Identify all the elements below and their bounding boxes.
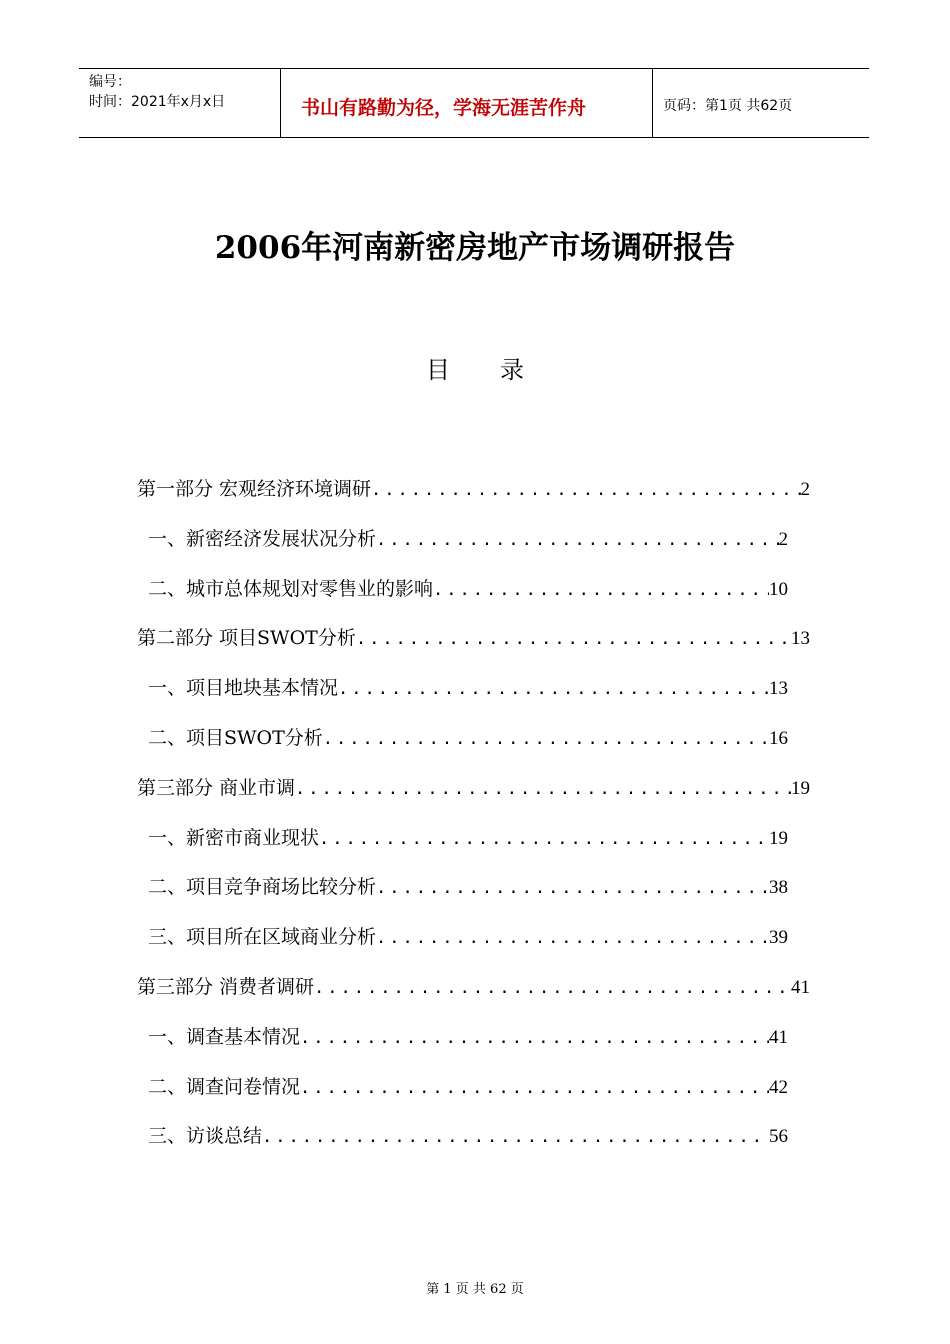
toc-entry-label: 第一部分 宏观经济环境调研 [137, 478, 372, 500]
toc-entry[interactable] [148, 673, 788, 703]
toc-entry-label: 二、城市总体规划对零售业的影响 [148, 578, 434, 600]
toc-entry-label: 二、项目SWOT分析 [148, 727, 323, 749]
toc-entry-page-number: 41 [791, 977, 810, 998]
toc-entry-page-number: 41 [769, 1027, 788, 1048]
toc-entry[interactable] [148, 1072, 788, 1102]
code-label: 编号： [89, 74, 131, 90]
toc-entry[interactable] [148, 823, 788, 853]
toc-entry[interactable] [148, 1022, 788, 1052]
toc-entry-page-number: 2 [800, 479, 810, 500]
toc-leader-dots [314, 978, 791, 998]
toc-entry-page-number: 2 [778, 529, 788, 550]
document-title: 2006年河南新密房地产市场调研报告 [214, 230, 736, 266]
toc-entry-label: 第三部分 消费者调研 [137, 976, 315, 998]
toc-entry-label: 二、调查问卷情况 [148, 1076, 301, 1098]
toc-leader-dots [300, 1078, 769, 1098]
toc-entry[interactable] [148, 872, 788, 902]
toc-entry[interactable] [148, 922, 788, 952]
page-info: 页码：第1页 共62页 [663, 98, 793, 114]
toc-leader-dots [371, 480, 800, 500]
toc-heading: 目录 [426, 356, 574, 384]
toc-entry-label: 一、项目地块基本情况 [148, 677, 339, 699]
toc-entry[interactable] [137, 773, 810, 803]
toc-entry[interactable] [148, 524, 788, 554]
toc-entry-label: 第三部分 商业市调 [137, 777, 296, 799]
toc-leader-dots [376, 928, 769, 948]
toc-entry-label: 一、新密市商业现状 [148, 827, 320, 849]
toc-leader-dots [323, 729, 769, 749]
toc-entry-page-number: 56 [769, 1126, 788, 1147]
toc-entry-page-number: 19 [791, 778, 810, 799]
toc-entry[interactable] [137, 474, 810, 504]
toc-entry-page-number: 19 [769, 828, 788, 849]
toc-entry[interactable] [148, 1121, 788, 1151]
toc-entry-label: 一、调查基本情况 [148, 1026, 301, 1048]
toc-entry-page-number: 10 [769, 579, 788, 600]
toc-entry-label: 一、新密经济发展状况分析 [148, 528, 377, 550]
toc-entry-label: 二、项目竞争商场比较分析 [148, 876, 377, 898]
toc-entry-page-number: 42 [769, 1077, 788, 1098]
toc-entry-label: 三、项目所在区域商业分析 [148, 926, 377, 948]
toc-entry-page-number: 13 [769, 678, 788, 699]
toc-leader-dots [376, 878, 769, 898]
toc-entry[interactable] [148, 723, 788, 753]
toc-entry[interactable] [148, 574, 788, 604]
toc-leader-dots [433, 580, 769, 600]
toc-entry[interactable] [137, 972, 810, 1002]
toc-entry-page-number: 16 [769, 728, 788, 749]
toc-leader-dots [319, 829, 769, 849]
toc-entry-label: 三、访谈总结 [148, 1125, 263, 1147]
toc-leader-dots [262, 1127, 769, 1147]
motto: 书山有路勤为径，学海无涯苦作舟 [301, 97, 587, 119]
toc-leader-dots [376, 530, 778, 550]
toc-leader-dots [300, 1028, 769, 1048]
toc-entry-page-number: 39 [769, 927, 788, 948]
toc-entry[interactable] [137, 623, 810, 653]
toc-leader-dots [356, 629, 791, 649]
toc-entry-page-number: 13 [791, 628, 810, 649]
header-page-cell [653, 69, 869, 137]
page-header [79, 68, 869, 138]
toc-entry-label: 第二部分 项目SWOT分析 [137, 627, 356, 649]
header-motto-cell [281, 69, 653, 137]
toc-entry-page-number: 38 [769, 877, 788, 898]
header-meta-cell [79, 69, 281, 137]
time-label: 时间：2021年x月x日 [89, 94, 226, 110]
toc-leader-dots [338, 679, 769, 699]
page-footer: 第 1 页 共 62 页 [426, 1282, 524, 1297]
toc-leader-dots [295, 779, 791, 799]
